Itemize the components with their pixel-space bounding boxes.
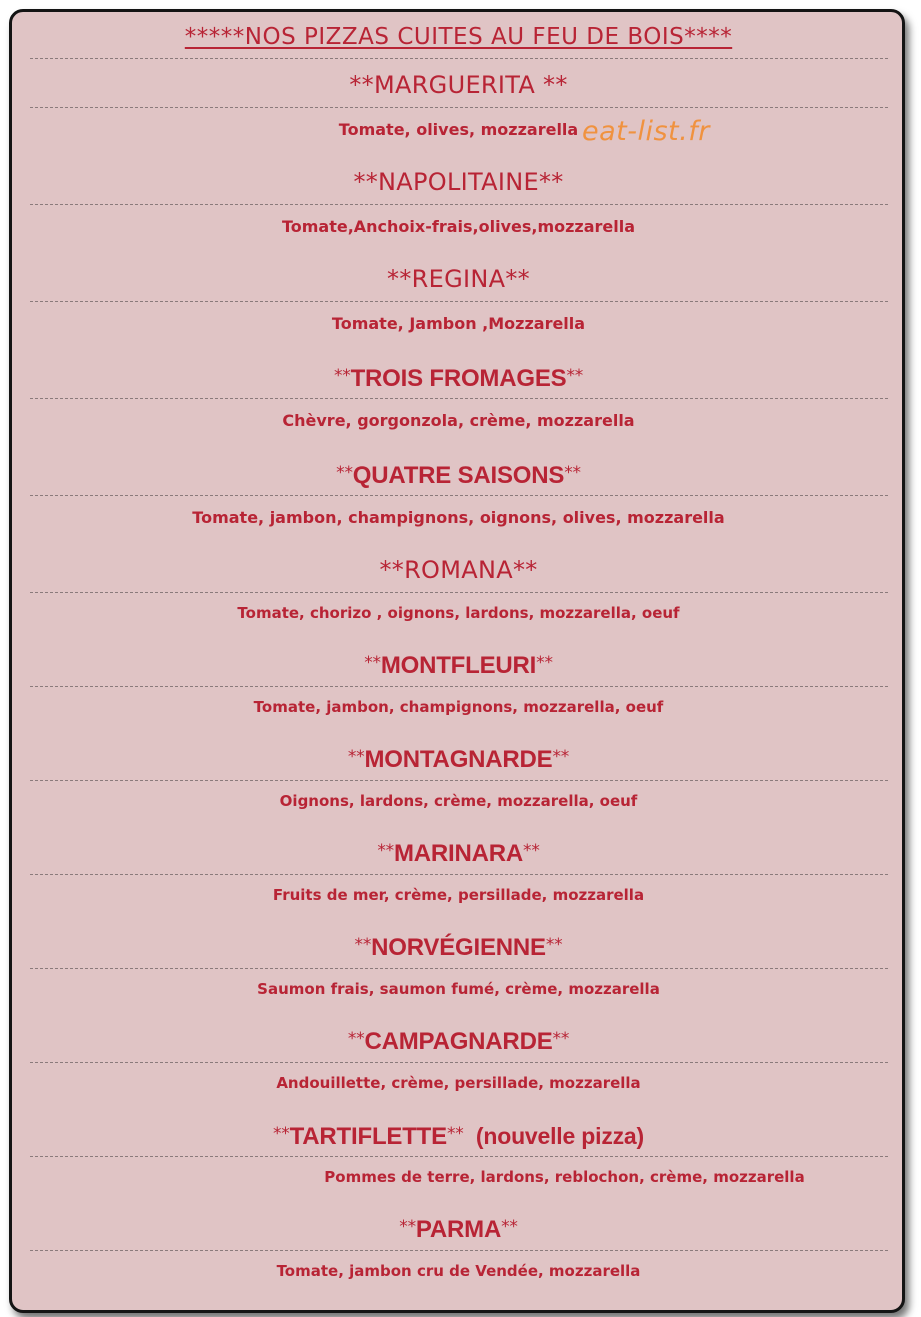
stars-right: ** [538,168,564,196]
item-divider [30,592,888,593]
pizza-name-text: NORVÉGIENNE [371,934,546,961]
pizza-name-marguerita [12,70,905,100]
pizza-name-quatre-saisons [12,458,905,491]
pizza-name-montagnarde [12,742,905,775]
pizza-ingredients-montagnarde: Oignons, lardons, crème, mozzarella, oeuf [279,792,638,810]
item-divider [30,107,888,108]
stars-right: ** [552,747,570,767]
item-divider [30,1062,888,1063]
pizza-name-text: PARMA [415,1216,502,1243]
pizza-name-romana [12,555,905,585]
pizza-name-text: NAPOLITAINE [378,168,539,196]
pizza-name-suffix: (nouvelle pizza) [463,1123,644,1149]
stars-left: ** [336,463,353,483]
pizza-name-campagnarde [12,1024,905,1057]
pizza-name-text: MARINARA [393,840,524,867]
stars-left: ** [273,1124,290,1144]
pizza-name-montfleuri [12,648,905,681]
menu-title-text: *****NOS PIZZAS CUITES AU FEU DE BOIS**** [184,24,733,50]
stars-right: ** [543,71,568,99]
item-divider [30,301,888,302]
stars-left: ** [347,1029,365,1049]
pizza-ingredients-parma: Tomate, jambon cru de Vendée, mozzarella [276,1262,641,1280]
stars-left: ** [379,556,405,584]
pizza-ingredients-regina: Tomate, Jambon ,Mozzarella [331,314,586,333]
stars-left: ** [347,747,365,767]
stars-left: ** [387,265,412,293]
item-divider [30,398,888,399]
stars-right: ** [512,556,538,584]
title-divider [30,58,888,59]
stars-right: ** [505,265,530,293]
menu-title [12,22,905,52]
pizza-name-text: QUATRE SAISONS [352,462,565,489]
stars-right: ** [446,1124,464,1144]
stars-right: ** [552,1029,570,1049]
item-divider [30,780,888,781]
pizza-name-text: ROMANA [404,556,513,584]
pizza-ingredients-montfleuri: Tomate, jambon, champignons, mozzarella, oeuf [253,698,664,716]
stars-left: ** [377,841,394,861]
pizza-ingredients-tartiflette: Pommes de terre, lardons, reblochon, crème, mozzarella [324,1168,805,1186]
stars-left: ** [353,168,379,196]
stars-left: ** [354,935,372,955]
pizza-name-trois-fromages [12,361,905,394]
stars-right: ** [566,366,584,386]
pizza-ingredients-trois-fromages: Chèvre, gorgonzola, crème, mozzarella [282,411,635,430]
pizza-name-marinara [12,836,905,869]
pizza-ingredients-marinara: Fruits de mer, crème, persillade, mozzarella [272,886,645,904]
item-divider [30,874,888,875]
stars-left: ** [364,653,381,673]
watermark: eat-list.fr [582,116,710,147]
pizza-name-text: MONTFLEURI [380,652,537,679]
pizza-ingredients-quatre-saisons: Tomate, jambon, champignons, oignons, olives, mozzarella [192,508,725,527]
item-divider [30,204,888,205]
stars-left: ** [349,71,374,99]
item-divider [30,1250,888,1251]
pizza-name-text: REGINA [411,265,506,293]
pizza-ingredients-norvegienne: Saumon frais, saumon fumé, crème, mozzarella [257,980,660,998]
stars-right: ** [564,463,581,483]
pizza-name-parma [12,1212,905,1245]
pizza-name-regina [12,264,905,294]
pizza-name-text: TARTIFLETTE [289,1123,447,1150]
stars-right: ** [545,935,563,955]
item-divider [30,495,888,496]
item-divider [30,686,888,687]
stars-left: ** [399,1217,416,1237]
item-divider [30,1156,888,1157]
item-divider [30,968,888,969]
pizza-name-text: MARGUERITA [373,71,544,99]
pizza-name-text: CAMPAGNARDE [364,1028,553,1055]
stars-right: ** [523,841,540,861]
stars-right: ** [501,1217,518,1237]
pizza-name-tartiflette [12,1119,905,1152]
pizza-name-text: TROIS FROMAGES [350,365,567,392]
pizza-ingredients-campagnarde: Andouillette, crème, persillade, mozzarella [276,1074,641,1092]
pizza-ingredients-marguerita: Tomate, olives, mozzarella [338,120,579,139]
stars-right: ** [536,653,553,673]
pizza-name-text: MONTAGNARDE [364,746,553,773]
pizza-ingredients-romana: Tomate, chorizo , oignons, lardons, mozzarella, oeuf [237,604,680,622]
pizza-ingredients-napolitaine: Tomate,Anchoix-frais,olives,mozzarella [281,217,636,236]
pizza-name-norvegienne [12,930,905,963]
menu-card [9,9,905,1313]
stars-left: ** [333,366,351,386]
pizza-name-napolitaine [12,167,905,197]
